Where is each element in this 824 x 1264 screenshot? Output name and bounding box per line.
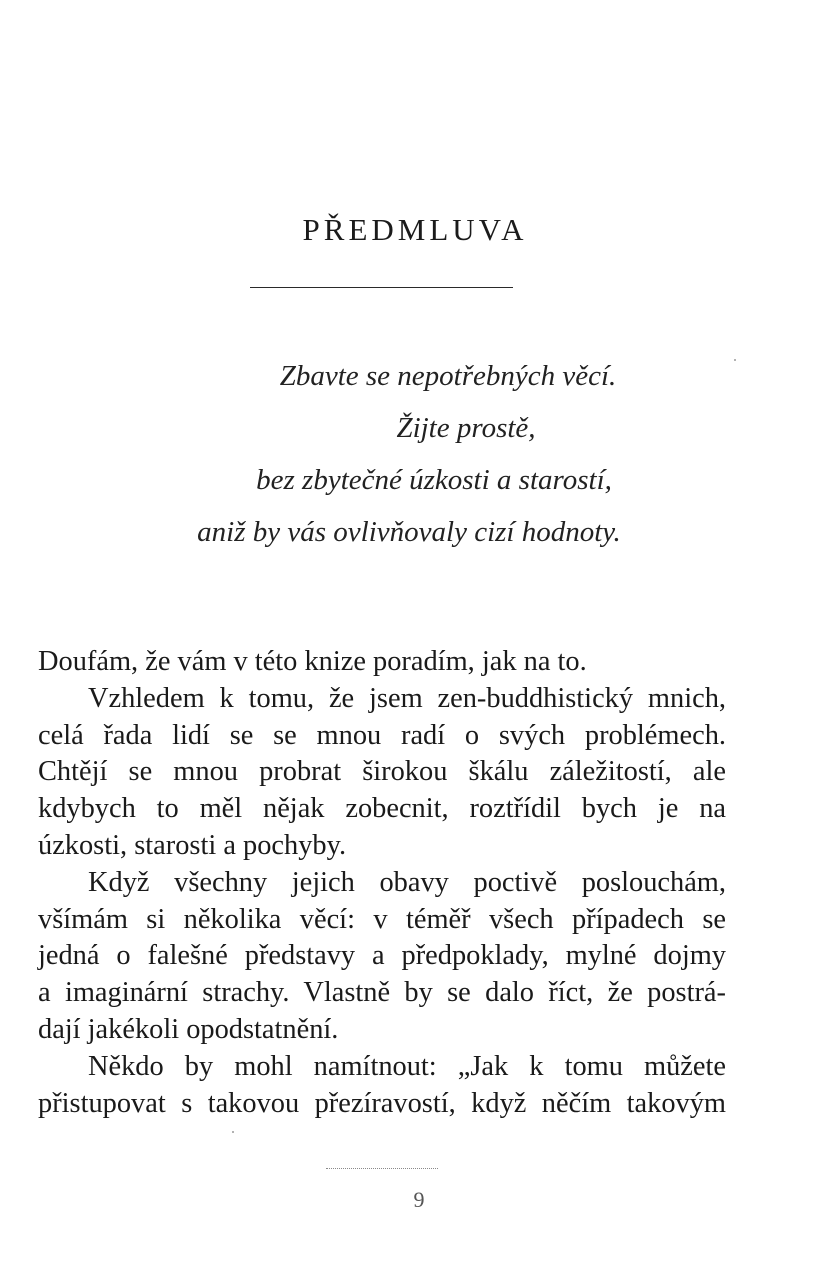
- body-line: Chtějí se mnou probrat širokou škálu záležitostí, ale: [38, 756, 726, 788]
- body-line: dají jakékoli opodstatnění.: [38, 1013, 339, 1045]
- page-number: 9: [413, 1187, 425, 1212]
- body-line: kdybych to měl nějak zobecnit, roztřídil bych je na: [38, 793, 726, 825]
- body-line: celá řada lidí se se mnou radí o svých problémech.: [38, 719, 726, 751]
- body-line: Vzhledem k tomu, že jsem zen-buddhistický mnich,: [88, 682, 726, 714]
- chapter-title: PŘEDMLUVA: [302, 212, 528, 247]
- scan-speck: [734, 359, 736, 361]
- body-line: Doufám, že vám v této knize poradím, jak na to.: [38, 646, 587, 677]
- epigraph: [0, 350, 824, 558]
- footer-rule: [326, 1168, 438, 1169]
- body-line: úzkosti, starosti a pochyby.: [38, 829, 347, 861]
- body-line: Když všechny jejich obavy poctivě poslouchám,: [88, 866, 726, 898]
- title-underline: [250, 287, 513, 288]
- epigraph-line: bez zbytečné úzkosti a starostí,: [256, 464, 612, 496]
- epigraph-line: Žijte prostě,: [396, 412, 536, 444]
- epigraph-line: Zbavte se nepotřebných věcí.: [279, 360, 617, 392]
- body-line: a imaginární strachy. Vlastně by se dalo říct, že postrá-: [38, 977, 726, 1009]
- body-line: přistupovat s takovou přezíravostí, když něčím takovým: [38, 1087, 726, 1119]
- epigraph-line: aniž by vás ovlivňovaly cizí hodnoty.: [197, 516, 621, 548]
- body-line: jedná o falešné představy a předpoklady, mylné dojmy: [38, 940, 726, 972]
- scan-speck: [232, 1131, 234, 1133]
- body-text: [38, 644, 726, 1122]
- body-line: Někdo by mohl namítnout: „Jak k tomu můžete: [88, 1050, 726, 1082]
- body-line: všímám si několika věcí: v téměř všech případech se: [38, 903, 726, 935]
